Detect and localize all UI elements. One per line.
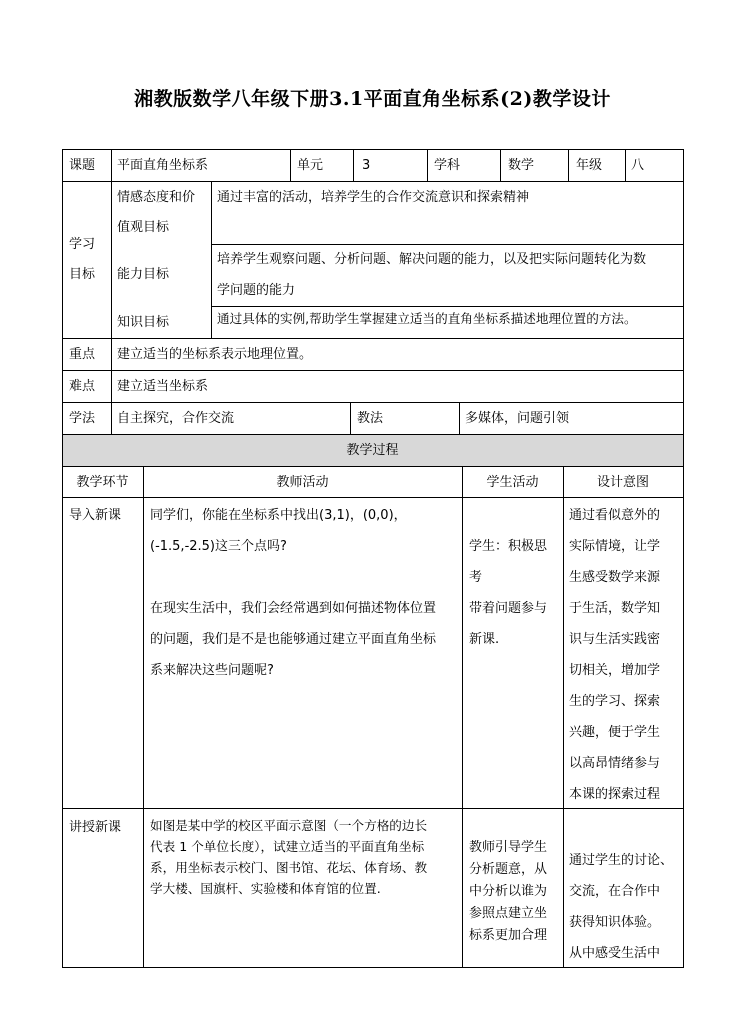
learning-method-label: 学法: [69, 411, 96, 426]
intent-line: 兴趣，便于学生: [569, 725, 661, 740]
teacher-line: (-1.5,-2.5)这三个点吗?: [150, 539, 287, 554]
table-border-left: [62, 149, 63, 968]
subject-label: 学科: [434, 158, 461, 173]
teacher-line: 系，用坐标表示校门、图书馆、花坛、体育场、教: [150, 860, 428, 875]
difficulty-label: 难点: [69, 379, 96, 394]
emotion-text: 通过丰富的活动，培养学生的合作交流意识和探索精神: [217, 190, 530, 205]
col-line: [353, 149, 354, 181]
col-line: [350, 402, 351, 434]
teaching-method-label: 教法: [357, 411, 384, 426]
intent-line: 生感受数学来源: [569, 570, 661, 585]
col-line: [111, 181, 112, 338]
course-value: 平面直角坐标系: [117, 158, 209, 173]
objectives-label: 目标: [69, 267, 96, 282]
intent-line: 交流，在合作中: [569, 884, 661, 899]
intent-line: 通过学生的讨论、: [569, 853, 674, 868]
col-student-header: 学生活动: [486, 475, 539, 490]
col-line: [568, 149, 569, 181]
unit-label: 单元: [297, 158, 324, 173]
learning-method-value: 自主探究，合作交流: [117, 411, 235, 426]
intent-line: 切相关，增加学: [569, 663, 661, 678]
knowledge-label: 知识目标: [117, 315, 170, 330]
process-header: 教学过程: [346, 443, 399, 458]
col-stage-header: 教学环节: [76, 475, 129, 490]
key-point-label: 重点: [69, 347, 96, 362]
key-point-text: 建立适当的坐标系表示地理位置。: [117, 347, 313, 362]
col-line: [111, 402, 112, 434]
intent-line: 识与生活实践密: [569, 632, 661, 647]
ability-text: 学问题的能力: [217, 283, 296, 298]
intent-line: 以高昂情绪参与: [569, 756, 661, 771]
knowledge-text: 通过具体的实例,帮助学生掌握建立适当的直角坐标系描述地理位置的方法。: [217, 311, 637, 326]
student-line: 学生：积极思: [469, 539, 548, 554]
teacher-line: 的问题，我们是不是也能够通过建立平面直角坐标: [150, 632, 437, 647]
student-line: 分析题意，从: [469, 862, 548, 877]
col-line: [111, 338, 112, 402]
course-label: 课题: [69, 158, 96, 173]
col-line: [143, 466, 144, 968]
col-line: [290, 149, 291, 181]
stage-cell: 导入新课: [69, 508, 122, 523]
col-teacher-header: 教师活动: [276, 475, 329, 490]
unit-value: 3: [362, 158, 371, 173]
grade-label: 年级: [576, 158, 603, 173]
student-line: 标系更加合理: [469, 928, 548, 943]
teacher-line: 系来解决这些问题呢?: [150, 663, 274, 678]
student-line: 中分析以谁为: [469, 884, 548, 899]
col-line: [500, 149, 501, 181]
col-intent-header: 设计意图: [596, 475, 649, 490]
subject-value: 数学: [508, 158, 535, 173]
emotion-label: 情感态度和价: [117, 190, 196, 205]
document-title: 湘教版数学八年级下册3.1平面直角坐标系(2)教学设计: [134, 88, 611, 110]
intent-line: 本课的探索过程: [569, 787, 661, 802]
col-line: [462, 466, 463, 968]
student-line: 参照点建立坐: [469, 906, 548, 921]
intent-line: 生的学习、探索: [569, 694, 661, 709]
teacher-line: 在现实生活中，我们会经常遇到如何描述物体位置: [150, 601, 437, 616]
intent-line: 获得知识体验。: [569, 915, 661, 930]
intent-line: 从中感受生活中: [569, 946, 661, 961]
grade-value: 八: [631, 158, 645, 173]
col-line: [211, 181, 212, 338]
difficulty-text: 建立适当坐标系: [117, 379, 209, 394]
intent-line: 通过看似意外的: [569, 508, 661, 523]
teacher-line: 同学们，你能在坐标系中找出(3,1)，(0,0)，: [150, 508, 407, 523]
student-line: 教师引导学生: [469, 840, 548, 855]
table-border-right: [683, 149, 684, 968]
student-line: 新课.: [469, 632, 500, 647]
col-line: [563, 466, 564, 968]
intent-line: 于生活，数学知: [569, 601, 661, 616]
ability-label: 能力目标: [117, 267, 170, 282]
ability-text: 培养学生观察问题、分析问题、解决问题的能力，以及把实际问题转化为数: [217, 252, 647, 267]
emotion-label: 值观目标: [117, 220, 170, 235]
objectives-label: 学习: [69, 237, 96, 252]
stage-cell: 讲授新课: [69, 820, 122, 835]
student-line: 带着问题参与: [469, 601, 548, 616]
teacher-line: 如图是某中学的校区平面示意图（一个方格的边长: [150, 818, 428, 833]
teacher-line: 学大楼、国旗杆、实验楼和体育馆的位置.: [150, 881, 381, 896]
intent-line: 实际情境，让学: [569, 539, 661, 554]
col-line: [111, 149, 112, 181]
teacher-line: 代表 1 个单位长度），试建立适当的平面直角坐标: [150, 839, 425, 854]
teaching-method-value: 多媒体，问题引领: [465, 411, 570, 426]
student-line: 考: [469, 570, 483, 585]
col-line: [459, 402, 460, 434]
col-line: [427, 149, 428, 181]
col-line: [625, 149, 626, 181]
